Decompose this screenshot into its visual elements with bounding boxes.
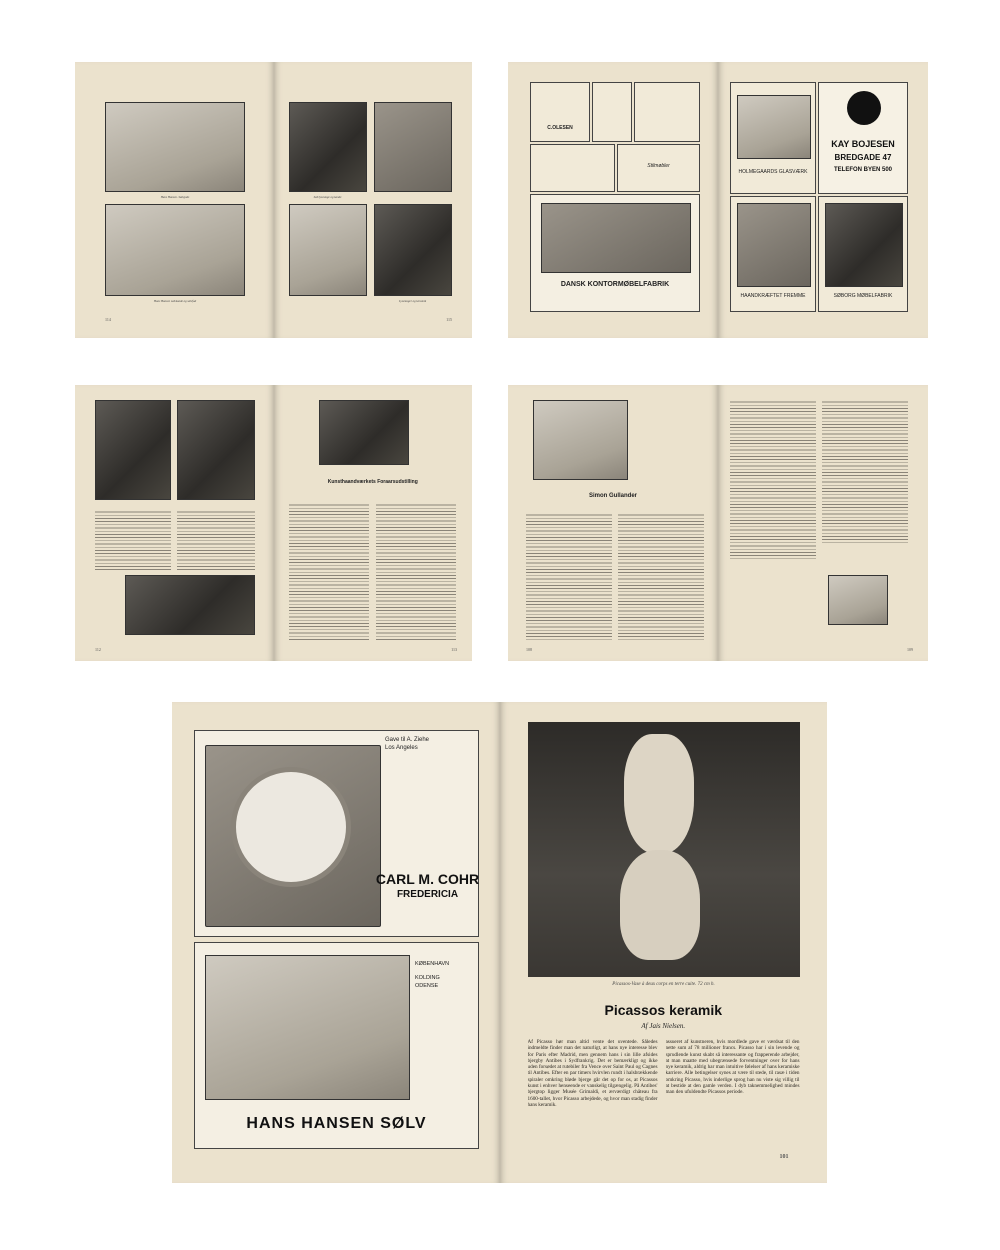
candlesticks-photo	[289, 204, 367, 296]
spread-advertisements	[508, 62, 928, 338]
necklace-photo	[319, 400, 409, 465]
ad-lervad	[530, 144, 615, 192]
spread-picasso	[172, 702, 827, 1183]
clock-face-icon	[231, 767, 351, 887]
ceramics-photo	[374, 204, 452, 296]
page-number: 115	[446, 317, 452, 322]
article-title: Picassos keramik	[604, 1002, 723, 1018]
brand-name: HANS HANSEN SØLV	[246, 1115, 427, 1132]
page-number: 109	[907, 647, 913, 652]
text-column	[822, 400, 908, 545]
ad-repro	[592, 82, 632, 142]
spread3-right-page	[274, 385, 473, 661]
ad-holmegaard: HOLMEGAARDS GLASVÆRK	[730, 82, 816, 194]
textile-photo	[737, 203, 811, 287]
spread-simon-gullander	[508, 385, 928, 661]
ad-olesen: C.OLESEN	[530, 82, 590, 142]
credit-line: Los Angeles	[385, 745, 418, 751]
silver-tableware-photo	[105, 102, 245, 192]
text-column	[618, 513, 704, 641]
shop-sign-photo	[177, 400, 255, 500]
spread-spring-exhibition	[75, 385, 472, 661]
photo-caption: Hans Hansen sølvkande og sølvfad	[153, 299, 197, 303]
vase-shape	[624, 734, 694, 854]
spread3-left-page	[75, 385, 274, 661]
doorway-photo	[95, 400, 171, 500]
text-column: Af Picasso hør man altid vente det uventede. Således indmeldte finder man det naturligt, at hans nye interesse blev for Paris efter Madrid, men gennem hans i sin lille afsides bjergby Antibes i Sydfrankrig. Det er bemærkligt og ikke uden forsødet at rutebiler fra Vence over Saint Paul og Cagnes til Antibes. Efter en par timers hvirvlen rundt i halsbrækkende spiraler omkring bløde bjerge går det op for os, at Picassos kunst i enhver henseende er vanskelig tilgængelig. På Antibes' bjergtop ligger Musée Grimaldi, et ærværdigt château fra 1600-tallet, hvor Picasso arbejdede, og hvor man stadig finder hans keramik.	[527, 1039, 658, 1108]
ad-carl-cohr	[194, 730, 479, 937]
text-column	[289, 503, 369, 641]
spread5-right-page	[500, 702, 828, 1183]
spread4-left-page	[508, 385, 718, 661]
drawing-photo	[828, 575, 888, 625]
ad-hans-hansen: KØBENHAVN KOLDING ODENSE HANS HANSEN SØLV	[194, 942, 479, 1149]
pitcher-photo	[374, 102, 452, 192]
glass-photo	[737, 95, 811, 159]
ad-reproduktion	[634, 82, 700, 142]
photo-caption: Lysestager og keramik	[398, 299, 427, 303]
ad-stilmobler: Stilmøbler	[617, 144, 700, 192]
vase-shape	[620, 850, 700, 960]
bookshelf-photo	[825, 203, 903, 287]
text-column	[177, 510, 255, 570]
text-column	[526, 513, 612, 641]
candelabra-photo	[289, 102, 367, 192]
ad-kay-bojesen: KAY BOJESEN BREDGADE 47 TELEFON BYEN 500	[818, 82, 908, 194]
page-number: 113	[451, 647, 457, 652]
photo-caption: Picassos-Vase à deux corps en terre cuite. 72 cm h.	[612, 982, 715, 987]
spread1-left-page	[75, 62, 274, 338]
kay-bojesen-logo	[847, 91, 881, 125]
article-title: Kunsthaandværkets Foraarsudstilling	[327, 479, 418, 485]
brand-name: CARL M. COHR	[375, 871, 480, 887]
desk-photo	[541, 203, 691, 273]
silver-jug-photo	[105, 204, 245, 296]
spread1-right-page	[274, 62, 473, 338]
page-number: 101	[779, 1154, 789, 1160]
credit-line: Gave til A. Ziehe	[385, 737, 430, 743]
text-column: assueret af kunstneren, hvis mordlede gave er værdsat til den nette sum af 78 millioner francs. Picasso har i sin levende og sprudlende kunst skabt så interessante og frapperende arbejder, at man maatte med ubegrænsede forventninger over for hans nye keramik, aldrig har man intuitive følelser af hans keramiske karriere. Alle betingelser synes at være til stede, til rasæ i tiden omkring Picasso, hvis inderlige sprog han nu viste sig villig til at bestide at den gamle verden. I dyb taknemmelighed mindes man den ufuldendte Picassos periode.	[665, 1039, 800, 1096]
text-column	[95, 510, 171, 570]
spread2-right-page	[718, 62, 928, 338]
spread-silverware	[75, 62, 472, 338]
byline: Af Jais Nielsen.	[641, 1022, 686, 1030]
silver-products-photo	[205, 955, 410, 1100]
spread2-left-page	[508, 62, 718, 338]
ad-desk: DANSK KONTORMØBELFABRIK	[530, 194, 700, 312]
vase-sketch-photo	[533, 400, 628, 480]
street-sign-photo	[125, 575, 255, 635]
ad-soborg: SØBORG MØBELFABRIK	[818, 196, 908, 312]
text-column	[376, 503, 456, 641]
spread5-left-page	[172, 702, 500, 1183]
page-number: 114	[105, 317, 111, 322]
brand-city: FREDERICIA	[396, 889, 459, 900]
ad-haandkraft: HAANDKRÆFTET FREMME	[730, 196, 816, 312]
spread4-right-page	[718, 385, 928, 661]
article-title: Simon Gullander	[588, 493, 637, 499]
photo-caption: Sølvlysestage og kande	[313, 195, 342, 199]
photo-caption: Hans Hansen. Sølvgods	[160, 195, 190, 199]
page-number: 112	[95, 647, 101, 652]
text-column	[730, 400, 816, 560]
page-number: 108	[526, 647, 532, 652]
picasso-vase-photo	[528, 722, 800, 977]
